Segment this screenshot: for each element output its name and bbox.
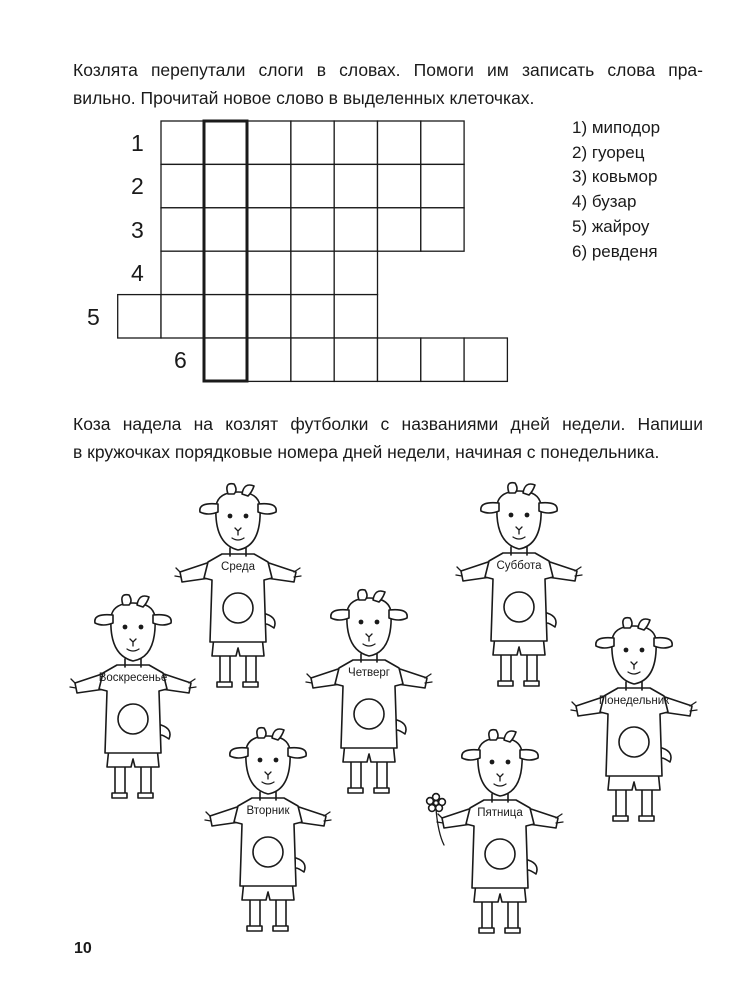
- task2-line-1: Коза надела на козлят футболки с названиями дней недели. Напиши: [73, 414, 703, 434]
- crossword-cell: [291, 295, 334, 338]
- crossword-cell: [378, 121, 421, 164]
- scrambled-word-4: 4) бузар: [572, 192, 637, 212]
- row-number-1: 1: [131, 130, 144, 156]
- crossword-cell: [161, 164, 204, 207]
- crossword-cell: [204, 338, 247, 381]
- crossword-cell: [161, 208, 204, 251]
- task1-line-2: вильно. Прочитай новое слово в выделенных клеточках.: [73, 88, 535, 108]
- day-label-saturday: Суббота: [496, 560, 542, 572]
- task1-line-1: Козлята перепутали слоги в словах. Помоги им записать слова пра-: [73, 60, 703, 80]
- day-label-thursday: Четверг: [348, 667, 390, 679]
- crossword-cell: [334, 251, 377, 294]
- goats-illustration: [0, 470, 741, 950]
- scrambled-word-list: [572, 116, 660, 264]
- crossword-cell: [334, 164, 377, 207]
- crossword-cell: [248, 295, 291, 338]
- row-number-2: 2: [131, 173, 144, 199]
- goat-saturday: [456, 483, 582, 686]
- crossword-cell: [248, 208, 291, 251]
- goat-friday: [437, 730, 563, 933]
- scrambled-word-5: 5) жайроу: [572, 216, 650, 236]
- goat-wednesday: [175, 484, 301, 687]
- crossword-cell: [291, 338, 334, 381]
- scrambled-word-6: 6) ревденя: [572, 241, 658, 261]
- crossword-cell: [421, 338, 464, 381]
- row-number-4: 4: [131, 260, 144, 286]
- page-number: 10: [74, 940, 92, 957]
- goat-tuesday: [205, 728, 331, 931]
- crossword-cell: [291, 208, 334, 251]
- scrambled-word-1: 1) миподор: [572, 118, 661, 137]
- crossword-cell: [204, 208, 247, 251]
- crossword-cell: [118, 295, 161, 338]
- crossword-cell: [421, 164, 464, 207]
- crossword-cell: [334, 295, 377, 338]
- crossword-cell: [248, 121, 291, 164]
- crossword-cell: [204, 251, 247, 294]
- crossword-cell: [291, 164, 334, 207]
- row-number-6: 6: [174, 347, 187, 373]
- day-label-monday: Понедельник: [598, 695, 670, 707]
- crossword-cell: [161, 121, 204, 164]
- crossword-cell: [378, 208, 421, 251]
- crossword-cell: [334, 338, 377, 381]
- crossword-cell: [291, 251, 334, 294]
- day-label-tuesday: Вторник: [246, 805, 290, 817]
- crossword-cell: [248, 251, 291, 294]
- crossword-cell: [248, 338, 291, 381]
- crossword-cell: [334, 121, 377, 164]
- crossword-cell: [378, 164, 421, 207]
- row-number-3: 3: [131, 217, 144, 243]
- crossword-cell: [291, 121, 334, 164]
- day-label-friday: Пятница: [477, 807, 523, 819]
- row-number-5: 5: [87, 304, 100, 330]
- crossword-cell: [248, 164, 291, 207]
- task2-instructions: [73, 410, 703, 466]
- goat-sunday: [70, 595, 196, 798]
- crossword-cell: [204, 295, 247, 338]
- crossword-cell: [378, 338, 421, 381]
- day-label-wednesday: Среда: [221, 561, 255, 573]
- day-label-sunday: Воскресенье: [98, 672, 168, 684]
- crossword-cell: [161, 295, 204, 338]
- scrambled-word-3: 3) ковьмор: [572, 167, 658, 187]
- crossword-cell: [161, 251, 204, 294]
- scrambled-word-2: 2) гуорец: [572, 142, 645, 162]
- crossword-cell: [204, 121, 247, 164]
- task2-line-2: в кружочках порядковые номера дней недели, начиная с понедельника.: [73, 442, 660, 462]
- crossword-cell: [204, 164, 247, 207]
- crossword-cell: [464, 338, 507, 381]
- crossword-cell: [421, 208, 464, 251]
- crossword-cell: [421, 121, 464, 164]
- goat-thursday: [306, 590, 432, 793]
- goat-monday: [571, 618, 697, 821]
- crossword-cell: [334, 208, 377, 251]
